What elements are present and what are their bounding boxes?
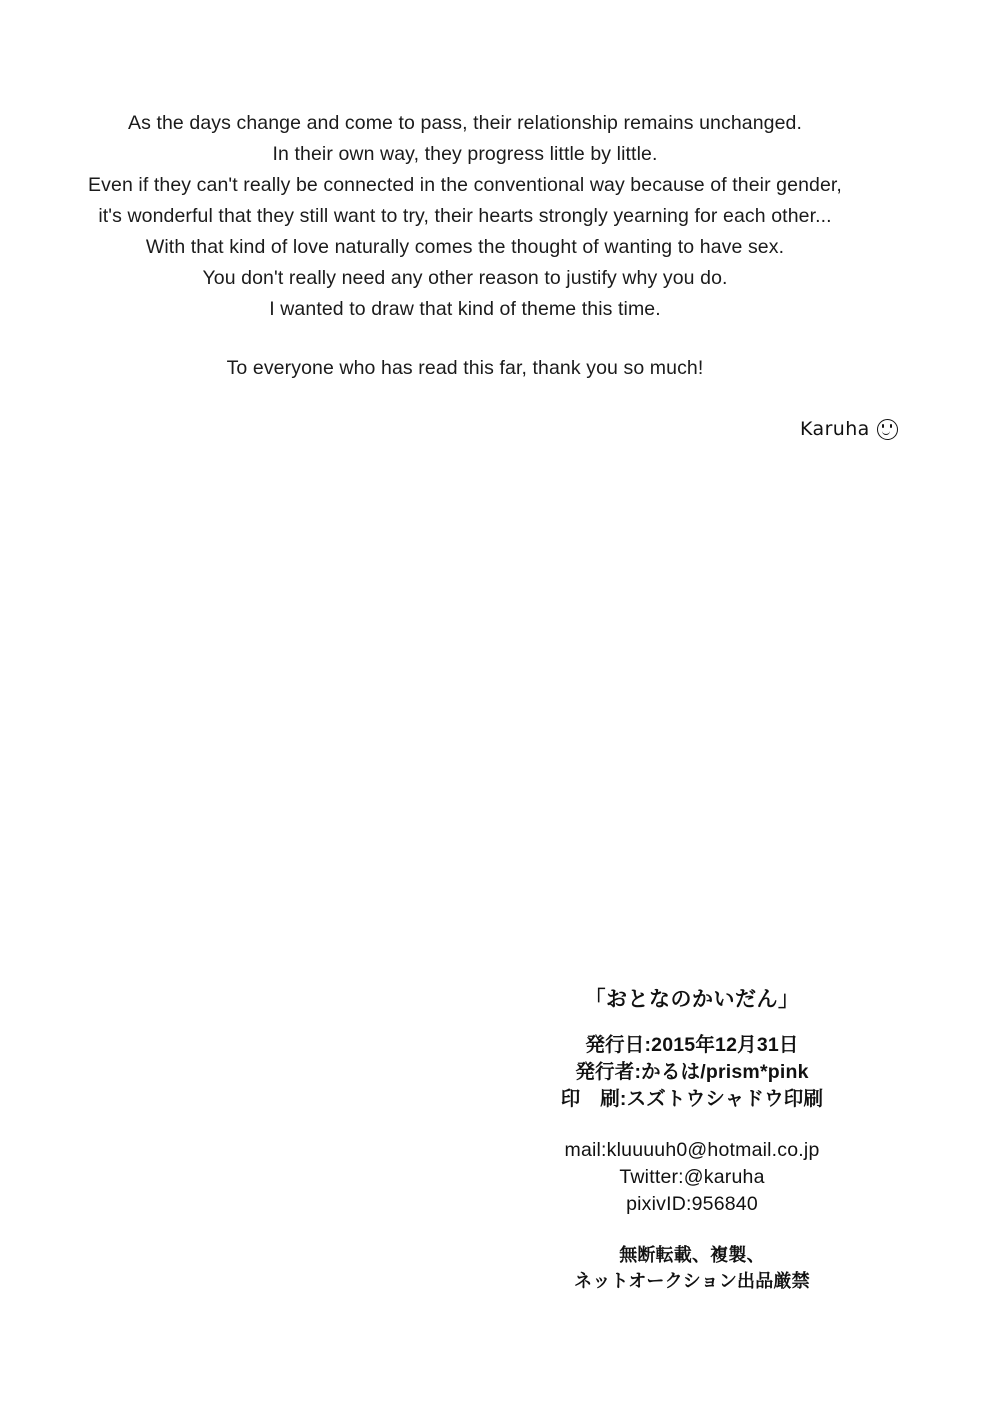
afterword-line-3: Even if they can't really be connected in the conventional way because of their gender, xyxy=(88,174,842,196)
contact-pixiv: pixivID:956840 xyxy=(626,1193,758,1215)
afterword-line-6: You don't really need any other reason to justify why you do. xyxy=(202,267,728,289)
smiley-face-icon xyxy=(877,419,898,440)
afterword-line-1: As the days change and come to pass, their relationship remains unchanged. xyxy=(127,112,803,134)
signature-name: Karuha xyxy=(800,418,870,440)
afterword-line-4: it's wonderful that they still want to try, their hearts strongly yearning for each other... xyxy=(98,205,832,227)
printer: 印 刷:スズトウシャドウ印刷 xyxy=(560,1088,824,1110)
afterword-line-7: I wanted to draw that kind of theme this time. xyxy=(269,298,661,320)
contact-mail: mail:kluuuuh0@hotmail.co.jp xyxy=(564,1139,820,1161)
afterword-thanks: To everyone who has read this far, thank you so much! xyxy=(226,357,704,379)
doujin-title: 「おとなのかいだん」 xyxy=(584,988,800,1011)
afterword-text xyxy=(0,108,930,384)
contact-info xyxy=(482,1137,902,1218)
afterword-line-2: In their own way, they progress little by little. xyxy=(272,143,658,165)
artist-signature xyxy=(800,418,898,440)
notice-line-1: 無断転載、複製、 xyxy=(619,1245,765,1265)
publication-date: 発行日:2015年12月31日 xyxy=(585,1034,799,1056)
publisher: 発行者:かるは/prism*pink xyxy=(575,1061,809,1083)
publication-info xyxy=(482,1032,902,1113)
afterword-spacer xyxy=(0,325,930,353)
notice-line-2: ネットオークション出品厳禁 xyxy=(574,1271,810,1291)
colophon xyxy=(482,985,902,1294)
copyright-notice xyxy=(482,1242,902,1294)
contact-twitter: Twitter:@karuha xyxy=(619,1166,765,1188)
afterword-line-5: With that kind of love naturally comes the thought of wanting to have sex. xyxy=(145,236,785,258)
